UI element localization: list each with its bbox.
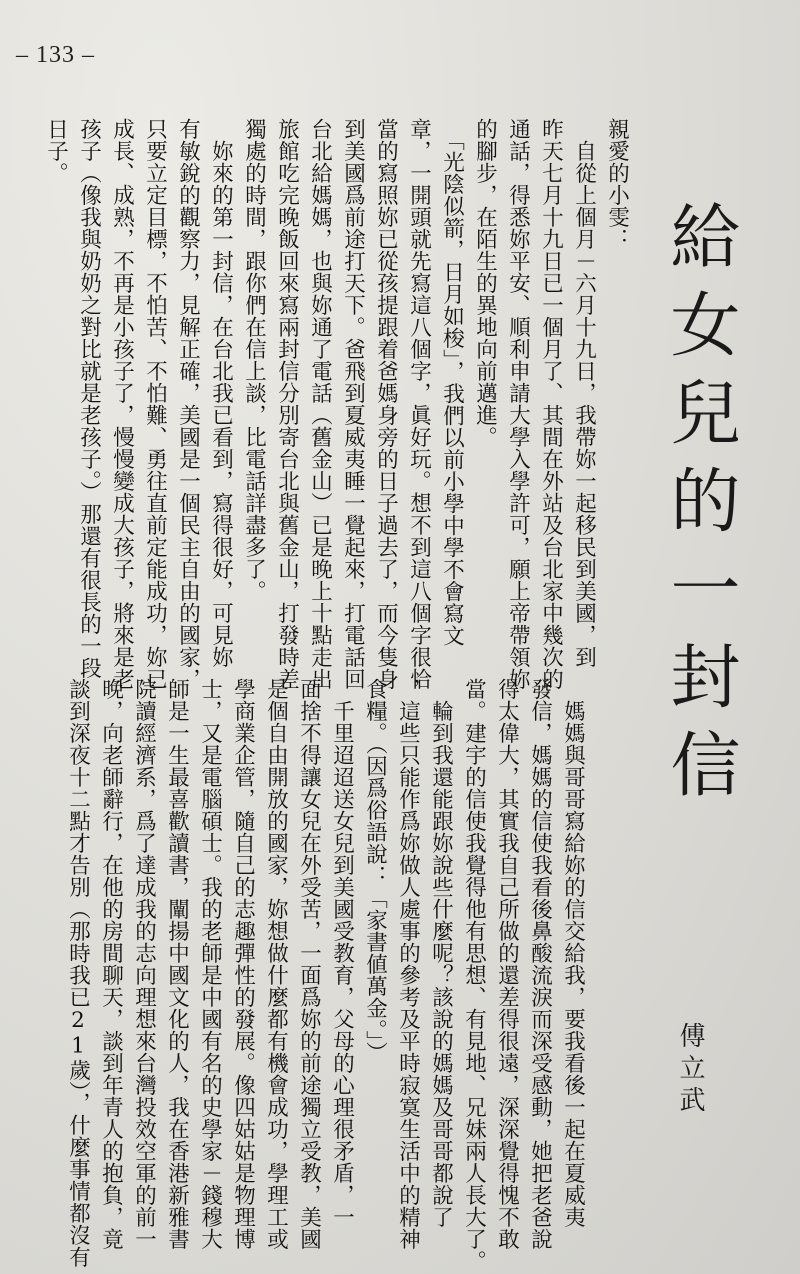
lower-column: 談到深夜十二點才告別（那時我已21歲），什麼事情都沒有 [65, 678, 91, 1269]
lower-column: 學商業企管，隨自己的志趣彈性的發展。像四姑姑是物理博 [230, 678, 256, 1250]
upper-column: 到美國爲前途打天下。爸飛到夏威夷睡一覺起來，打電話回 [340, 118, 366, 690]
upper-column: 獨處的時間，跟你們在信上談，比電話詳盡多了。 [241, 118, 267, 602]
upper-column: 的腳步，在陌生的異地向前邁進。 [472, 118, 498, 448]
upper-column: 只要立定目標，不怕苦、不怕難、勇往直前定能成功，妳已 [142, 118, 168, 690]
upper-column: 自從上個月－六月十九日，我帶妳一起移民到美國，到 [571, 118, 597, 668]
upper-column: 昨天七月十九日已一個月了、其間在外站及台北家中幾次的 [538, 118, 564, 690]
lower-column: 食糧。（因爲俗語說：「家書値萬金。」） [362, 678, 388, 1064]
lower-column: 輪到我還能跟妳說些什麼呢？該說的媽媽及哥哥都說了 [428, 678, 454, 1228]
lower-column: 師是一生最喜歡讀書，闡揚中國文化的人，我在香港新雅書 [164, 678, 190, 1250]
lower-column: 是個自由開放的國家，妳想做什麼都有機會成功，學理工或 [263, 678, 289, 1250]
lower-column: 晚，向老師辭行，在他的房間聊天，談到年青人的抱負，竟 [98, 678, 124, 1250]
lower-column: 得太偉大，其實我自己所做的還差得很遠，深深覺得愧不敢 [494, 678, 520, 1250]
upper-column: 孩子（像我與奶奶之對比就是老孩子。）那還有很長的一段 [76, 118, 102, 680]
upper-column: 成長、成熟，不再是小孩子了，慢慢變成大孩子，將來是老 [109, 118, 135, 690]
article-title: 給女兒的一封信 [659, 200, 741, 816]
lower-column: 面捨不得讓女兒在外受苦，一面爲妳的前途獨立受教，美國 [296, 678, 322, 1250]
lower-column: 院讀經濟系，爲了達成我的志向理想來台灣投效空軍的前一 [131, 678, 157, 1250]
lower-column: 媽媽與哥哥寫給妳的信交給我，要我看後一起在夏威夷 [560, 678, 586, 1228]
upper-column: 「光陰似箭，日月如梭」，我們以前小學中學不會寫文 [439, 118, 465, 647]
upper-column: 旅館吃完晚飯回來寫兩封信分別寄台北與舊金山，打發時差 [274, 118, 300, 690]
lower-column: 士，又是電腦碩士。我的老師是中國有名的史學家－錢穆大 [197, 678, 223, 1250]
lower-column: ，這些只能作爲妳做人處事的參考及平時寂寞生活中的精神 [395, 678, 421, 1250]
lower-column: 當。建宇的信使我覺得他有思想、有見地、兄妹兩人長大了。 [461, 678, 487, 1272]
upper-column: 通話，得悉妳平安、順利申請大學入學許可，願上帝帶領妳 [505, 118, 531, 690]
lower-column: 發信，媽媽的信使我看後鼻酸流淚而深受感動，她把老爸說 [527, 678, 553, 1250]
upper-column: 章，一開頭就先寫這八個字，眞好玩。想不到這八個字很恰 [406, 118, 432, 690]
page-number: – 133 – [16, 42, 95, 68]
upper-column: 親愛的小雯： [604, 118, 630, 250]
upper-column: 有敏銳的觀察力，見解正確，美國是一個民主自由的國家， [175, 118, 201, 690]
author-name: 傅立武 [675, 1022, 705, 1118]
upper-column: 日子。 [43, 118, 69, 184]
upper-column: 妳來的第一封信，在台北我已看到，寫得很好，可見妳 [208, 118, 234, 668]
upper-column: 台北給媽媽，也與妳通了電話（舊金山）已是晚上十點走出 [307, 118, 333, 690]
lower-column: 千里迢迢送女兒到美國受教育，父母的心理很矛盾，一 [329, 678, 355, 1228]
upper-column: 當的寫照妳已從孩提跟着爸媽身旁的日子過去了，而今隻身 [373, 118, 399, 690]
